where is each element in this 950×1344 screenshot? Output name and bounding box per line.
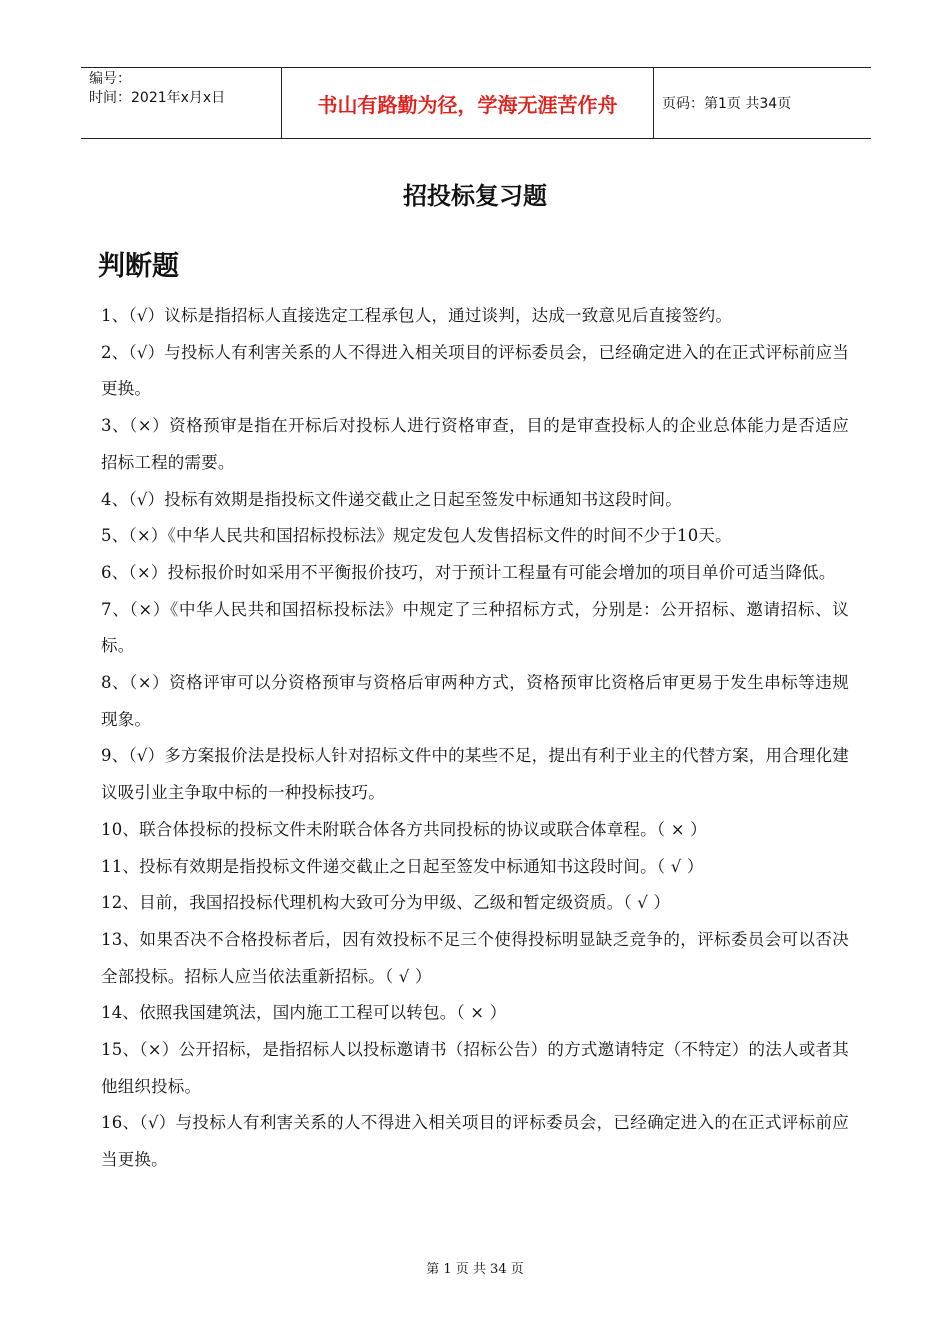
question-item: 4、（√）投标有效期是指投标文件递交截止之日起至签发中标通知书这段时间。 — [101, 489, 682, 509]
question-item: 14、依照我国建筑法，国内施工工程可以转包。（ × ） — [101, 1003, 507, 1023]
question-item: 1、（√）议标是指招标人直接选定工程承包人，通过谈判，达成一致意见后直接签约。 — [101, 306, 733, 325]
question-item: 6、（×）投标报价时如采用不平衡报价技巧，对于预计工程量有可能会增加的项目单价可适当降低。 — [101, 562, 836, 582]
question-item: 10、联合体投标的投标文件未附联合体各方共同投标的协议或联合体章程。（ × ） — [101, 819, 707, 839]
question-item: 3、（×）资格预审是指在开标后对投标人进行资格审查，目的是审查投标人的企业总体能力是否适应招标工程的需要。 — [101, 416, 849, 472]
question-item: 11、投标有效期是指投标文件递交截止之日起至签发中标通知书这段时间。（ √ ） — [101, 856, 704, 876]
question-list — [101, 298, 849, 1179]
header-motto-cell — [281, 68, 654, 138]
document-time-label: 时间：2021年x月x日 — [89, 90, 226, 106]
document-title: 招投标复习题 — [403, 182, 547, 210]
question-item: 15、（×）公开招标，是指招标人以投标邀请书（招标公告）的方式邀请特定（不特定）的法人或者其他组织投标。 — [101, 1040, 849, 1096]
question-item: 9、（√）多方案报价法是投标人针对招标文件中的某些不足，提出有利于业主的代替方案，用合理化建议吸引业主争取中标的一种投标技巧。 — [101, 746, 849, 803]
header-table — [81, 67, 871, 139]
page-footer — [0, 1258, 950, 1277]
footer-page-number: 第 1 页 共 34 页 — [426, 1262, 524, 1277]
header-left-cell — [81, 68, 281, 138]
question-item: 16、（√）与投标人有利害关系的人不得进入相关项目的评标委员会，已经确定进入的在正式评标前应当更换。 — [101, 1113, 849, 1170]
question-item: 13、如果否决不合格投标者后，因有效投标不足三个使得投标明显缺乏竞争的，评标委员会可以否决全部投标。招标人应当依法重新招标。（ √ ） — [101, 929, 849, 986]
question-item: 5、（×）《中华人民共和国招标投标法》规定发包人发售招标文件的时间不少于10天。 — [101, 526, 732, 546]
question-item: 7、（×）《中华人民共和国招标投标法》中规定了三种招标方式，分别是：公开招标、邀请招标、议标。 — [101, 599, 849, 656]
question-item: 8、（×）资格评审可以分资格预审与资格后审两种方式，资格预审比资格后审更易于发生串标等违规现象。 — [101, 673, 849, 729]
document-number-label: 编号： — [89, 71, 131, 87]
question-item: 12、目前，我国招投标代理机构大致可分为甲级、乙级和暂定级资质。（ √ ） — [101, 893, 671, 913]
question-item: 2、（√）与投标人有利害关系的人不得进入相关项目的评标委员会，已经确定进入的在正式评标前应当更换。 — [101, 342, 849, 399]
header-motto: 书山有路勤为径，学海无涯苦作舟 — [317, 92, 618, 117]
header-page-info: 页码：第1页 共34页 — [662, 96, 792, 112]
section-heading: 判断题 — [98, 251, 179, 282]
header-page-cell — [654, 68, 871, 138]
